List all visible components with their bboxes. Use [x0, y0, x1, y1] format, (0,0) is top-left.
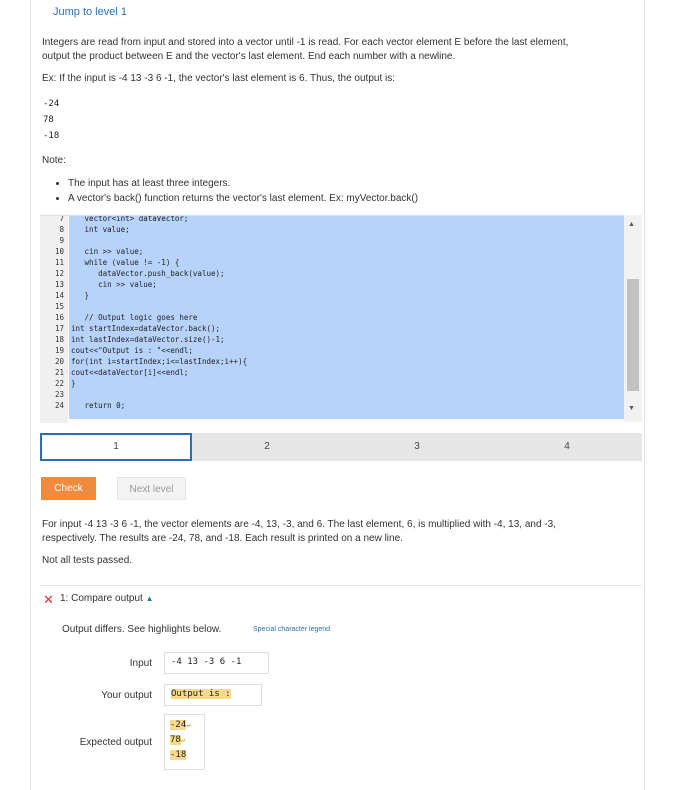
code-text: cout<<"Output is : "<<endl; [71, 346, 193, 355]
code-text: cout<<dataVector[i]<<endl; [71, 368, 189, 377]
expected-output-line: 78 [170, 735, 181, 745]
line-number: 19 [54, 346, 64, 355]
scrollbar-thumb[interactable] [627, 279, 639, 391]
example-output-line: -24 [43, 99, 60, 109]
level-1-tab[interactable]: 1 [40, 433, 192, 461]
example-output-line: 78 [43, 115, 54, 125]
description-line-1: Integers are read from input and stored into a vector until -1 is read. For each vector element E before the last element, [42, 37, 569, 48]
line-number: 21 [54, 368, 64, 377]
compare-output-title: 1: Compare output [60, 593, 143, 604]
output-differs-text: Output differs. See highlights below. [62, 624, 222, 635]
your-output-value: Output is : [171, 689, 231, 699]
example-output-line: -18 [43, 131, 60, 141]
code-text: cin >> value; [71, 280, 157, 289]
expected-output-line: -18 [170, 750, 187, 760]
explanation-line-2: respectively. The results are -24, 78, and -18. Each result is printed on a new line. [42, 533, 403, 544]
line-number: 14 [54, 291, 64, 300]
compare-output-toggle[interactable] [60, 593, 154, 604]
next-level-button[interactable]: Next level [117, 477, 186, 500]
note-item: • A vector's back() function returns the vector's last element. Ex: myVector.back() [68, 191, 418, 206]
code-text: int lastIndex=dataVector.size()-1; [71, 335, 225, 344]
your-output-box [164, 684, 262, 706]
line-number: 17 [54, 324, 64, 333]
fail-x-icon: ✕ [43, 592, 54, 607]
expected-output-label: Expected output [79, 737, 152, 748]
code-text: } [71, 291, 90, 300]
line-number: 9 [59, 236, 64, 245]
line-number: 18 [54, 335, 64, 344]
chevron-up-icon: ▲ [145, 594, 154, 603]
code-text: while (value != -1) { [71, 258, 180, 267]
line-number: 15 [54, 302, 64, 311]
code-text: } [71, 379, 76, 388]
scroll-up-icon[interactable]: ▲ [628, 221, 635, 228]
notes-list [56, 176, 418, 206]
line-number: 13 [54, 280, 64, 289]
input-value-box [164, 652, 269, 674]
line-number: 11 [54, 258, 64, 267]
test-status: Not all tests passed. [42, 555, 133, 566]
level-2-tab[interactable]: 2 [264, 441, 270, 452]
note-heading: Note: [42, 155, 66, 166]
level-3-tab[interactable]: 3 [414, 441, 420, 452]
your-output-label: Your output [101, 690, 152, 701]
code-text: int value; [71, 225, 130, 234]
line-number: 23 [54, 390, 64, 399]
line-number: 12 [54, 269, 64, 278]
example-text: Ex: If the input is -4 13 -3 6 -1, the vector's last element is 6. Thus, the output is: [42, 73, 396, 84]
line-number: 22 [54, 379, 64, 388]
level-progress-bar [40, 433, 642, 461]
line-number: 7 [59, 215, 64, 223]
check-button[interactable]: Check [41, 477, 96, 500]
explanation-line-1: For input -4 13 -3 6 -1, the vector elements are -4, 13, -3, and 6. The last element, 6, is multiplied with -4, 13, and -3, [42, 519, 556, 530]
divider [40, 585, 642, 586]
scroll-down-icon[interactable]: ▼ [628, 405, 635, 412]
code-text: // Output logic goes here [71, 313, 198, 322]
line-number: 10 [54, 247, 64, 256]
special-character-legend-link[interactable]: Special character legend [253, 626, 331, 633]
expected-output-box: -24↵ 78↵ -18 [164, 714, 205, 770]
jump-to-level-link[interactable]: Jump to level 1 [53, 6, 127, 18]
expected-output-line: -24 [170, 720, 187, 730]
code-editor[interactable] [40, 215, 642, 423]
line-number: 8 [59, 225, 64, 234]
note-item: • The input has at least three integers. [68, 176, 418, 191]
line-number: 24 [54, 401, 64, 410]
input-value: -4 13 -3 6 -1 [171, 657, 242, 667]
code-text: vector<int> dataVector; [71, 215, 189, 223]
code-text: for(int i=startIndex;i<=lastIndex;i++){ [71, 357, 248, 366]
code-text: return 0; [71, 401, 126, 410]
editor-scrollbar[interactable] [624, 215, 642, 422]
code-text: dataVector.push_back(value); [71, 269, 225, 278]
code-text: int startIndex=dataVector.back(); [71, 324, 221, 333]
description-line-2: output the product between E and the vector's last element. End each number with a newline. [42, 51, 456, 62]
level-4-tab[interactable]: 4 [564, 441, 570, 452]
line-number: 16 [54, 313, 64, 322]
input-label: Input [129, 658, 152, 669]
line-number: 20 [54, 357, 64, 366]
code-text: cin >> value; [71, 247, 144, 256]
